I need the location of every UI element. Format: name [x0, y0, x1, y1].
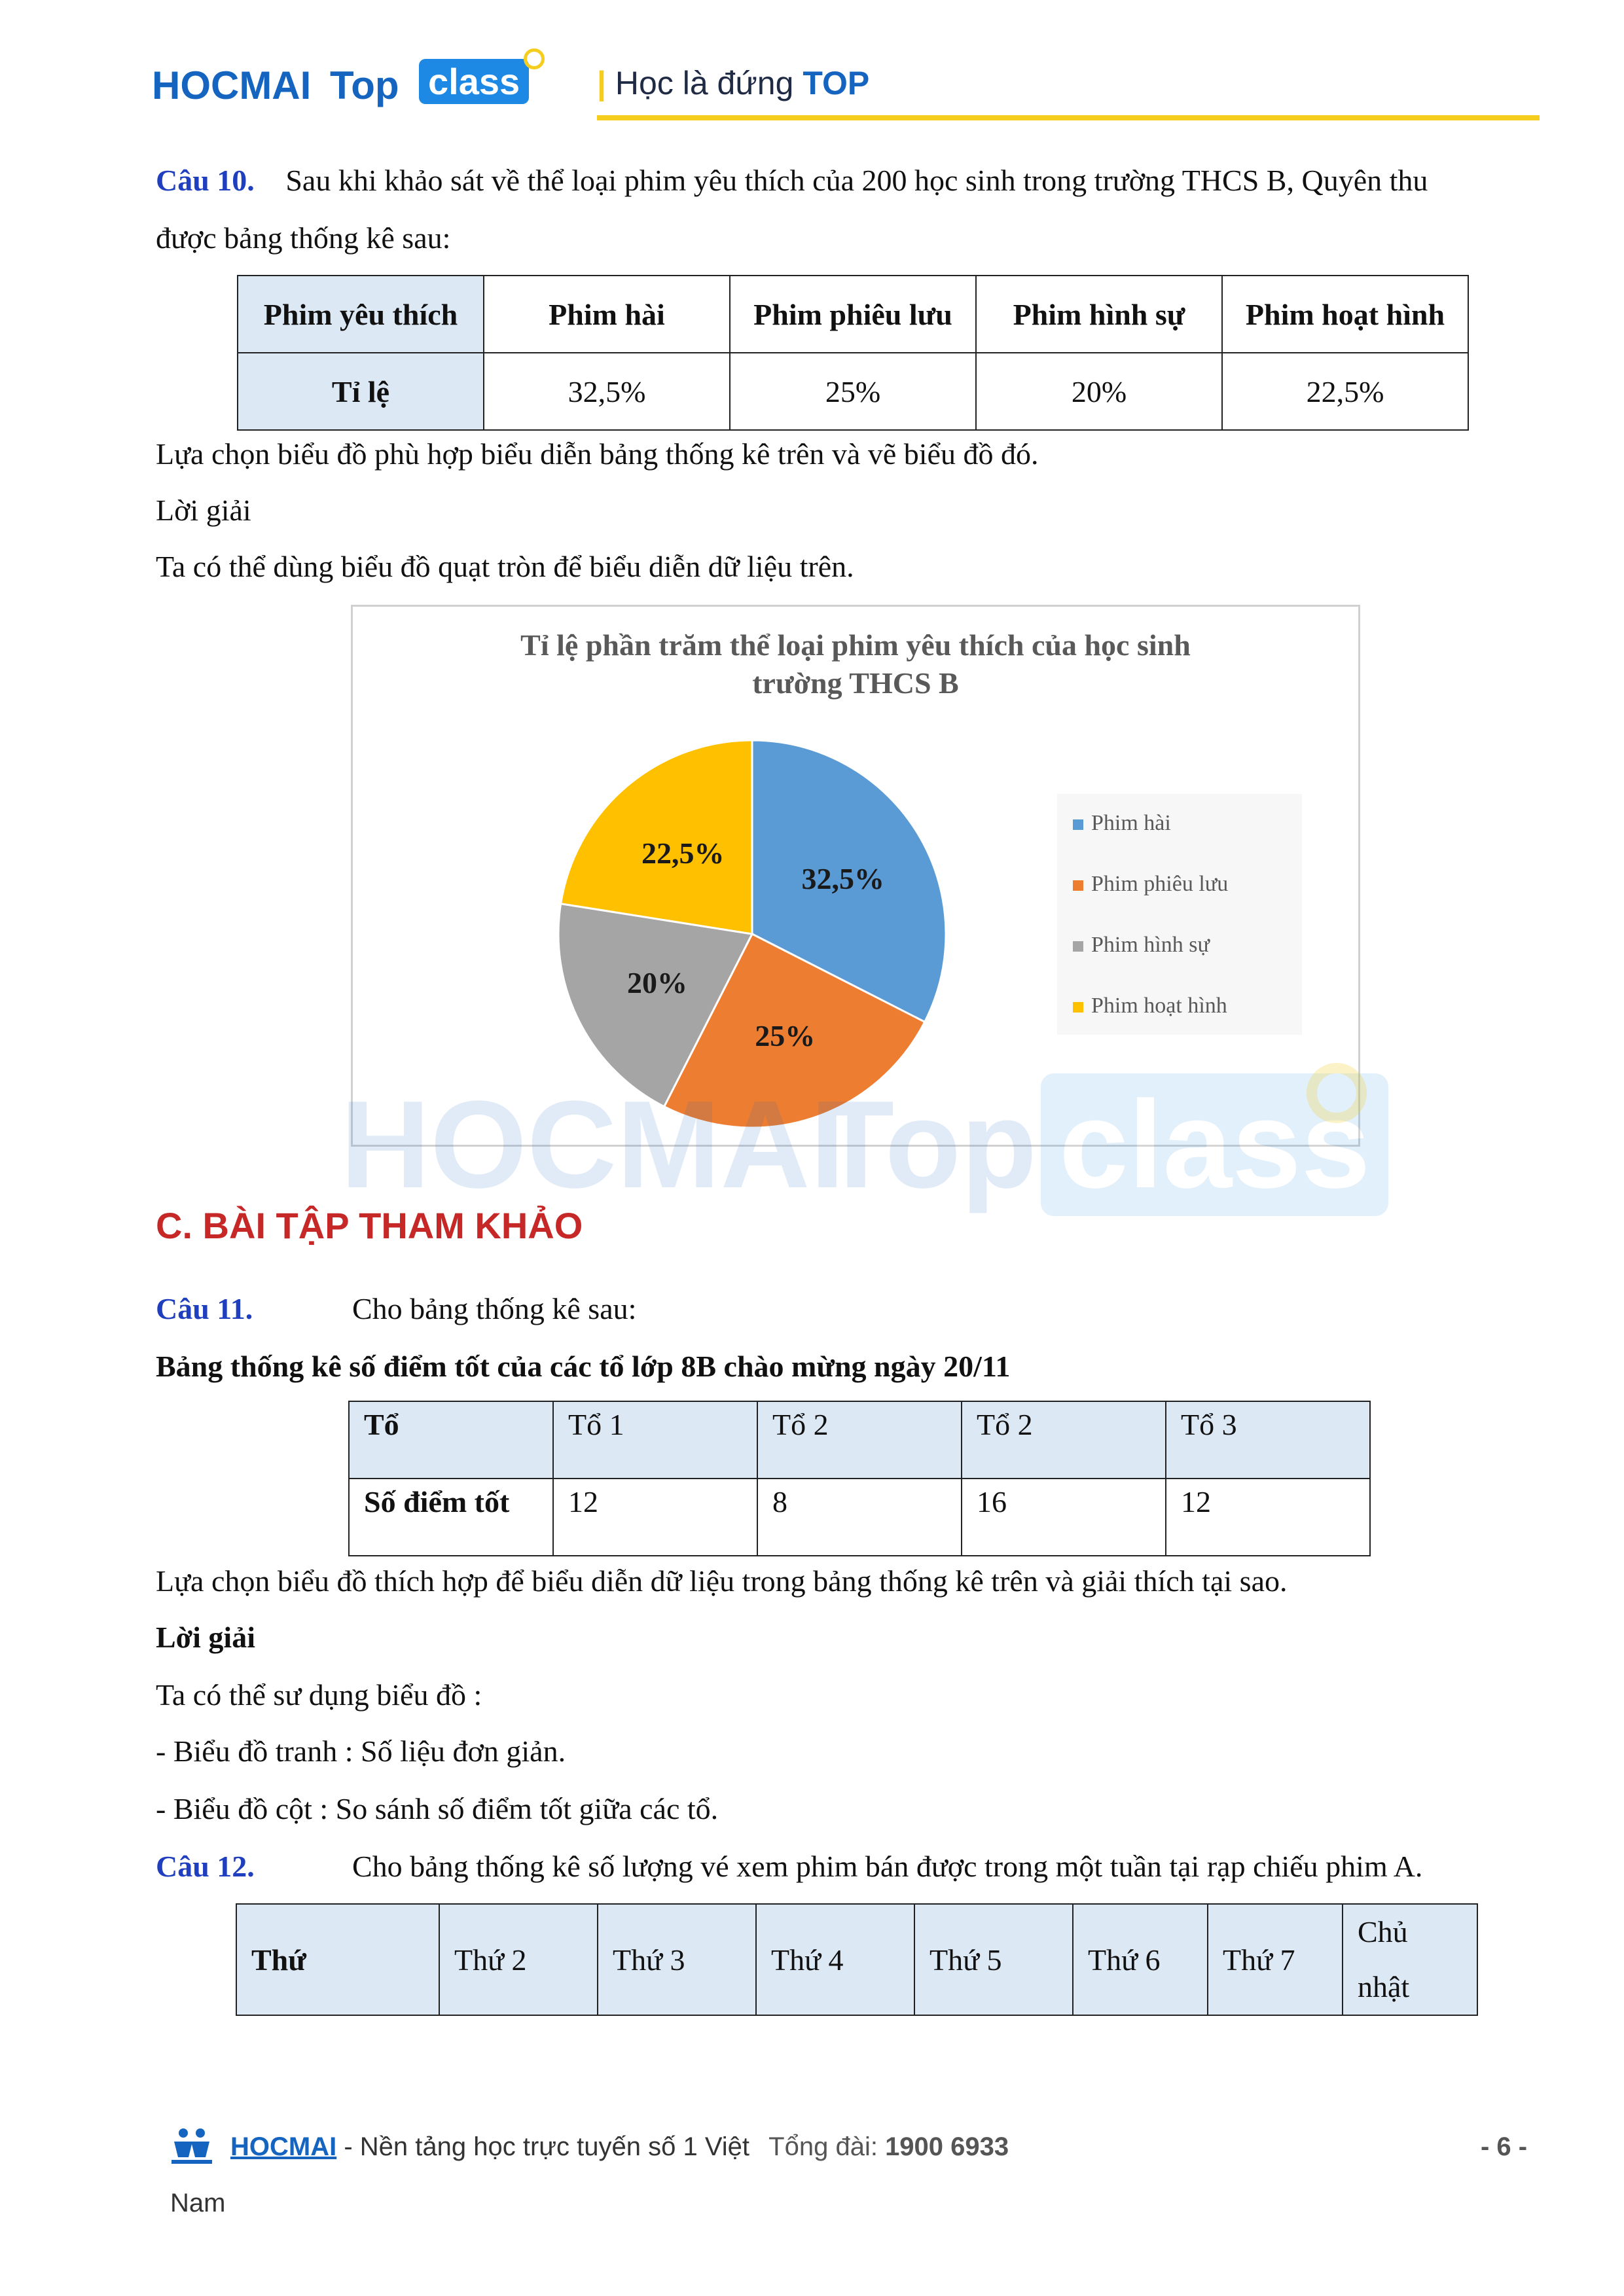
footer-country-tail: Nam [170, 2189, 226, 2217]
legend-swatch [1073, 819, 1083, 830]
q11-prompt: Lựa chọn biểu đồ thích hợp để biểu diễn dữ liệu trong bảng thống kê trên và giải thích tại sao. [156, 1564, 1288, 1598]
legend-swatch [1073, 880, 1083, 891]
q12-day-cell: Thứ 6 [1073, 1904, 1208, 2015]
hocmai-figures-icon [170, 2127, 213, 2165]
q10-prompt: Lựa chọn biểu đồ phù hợp biểu diễn bảng thống kê trên và vẽ biểu đồ đó. [156, 437, 1039, 471]
logo-hocmai: HOCMAI [152, 63, 312, 107]
q12-sunday-line1: Chủ [1358, 1915, 1408, 1948]
slogan-bar: | [597, 65, 606, 101]
legend-swatch [1073, 1002, 1083, 1013]
q10-line1 [156, 161, 1428, 200]
q10-table [237, 275, 1469, 431]
q10-answer: Ta có thể dùng biểu đồ quạt tròn để biểu diễn dữ liệu trên. [156, 550, 854, 583]
slogan-top: TOP [803, 65, 870, 101]
q12-day-cell: Thứ 4 [756, 1904, 914, 2015]
q10-label: Câu 10. [156, 164, 255, 197]
footer [0, 2121, 1624, 2251]
q11-answer-line2: - Biểu đồ cột : So sánh số điểm tốt giữa các tổ. [156, 1792, 719, 1825]
q11-header-cell: Tổ 3 [1166, 1401, 1370, 1479]
q12-label: Câu 12. [156, 1850, 255, 1883]
header [0, 0, 1624, 131]
hocmai-footer-icon [170, 2127, 213, 2165]
q12-day-cell: Thứ 2 [439, 1904, 598, 2015]
q11-value-cell: 8 [757, 1479, 962, 1556]
q11-answer-line1: - Biểu đồ tranh : Số liệu đơn giản. [156, 1734, 566, 1768]
q12-day-cell: Thứ 5 [914, 1904, 1073, 2015]
footer-brand-link[interactable]: HOCMAI [230, 2132, 337, 2161]
watermark-sun-icon [1307, 1063, 1367, 1123]
q11-text: Cho bảng thống kê sau: [352, 1292, 637, 1325]
q12-header-label: Thứ [236, 1904, 439, 2015]
q11-answer-intro: Ta có thể sư dụng biểu đồ : [156, 1678, 482, 1712]
watermark-hocmai: HOCMAI [340, 1075, 845, 1214]
legend-label: Phim hoạt hình [1091, 994, 1227, 1018]
chart-title-line1: Tỉ lệ phần trăm thể loại phim yêu thích của học sinh [520, 628, 1191, 662]
q10-header-cell: Phim phiêu lưu [730, 276, 976, 353]
q12-day-cell-sunday [1343, 1904, 1477, 2015]
watermark-class: class [1041, 1073, 1388, 1216]
q10-value-cell: 20% [976, 353, 1222, 430]
pie-data-label: 32,5% [801, 861, 885, 895]
q11-value-cell: 12 [1166, 1479, 1370, 1556]
q12-table [236, 1903, 1478, 2016]
q11-header-cell: Tổ 2 [757, 1401, 962, 1479]
q11-line [156, 1289, 637, 1329]
q11-header-label: Tổ [349, 1401, 553, 1479]
q10-row-label: Tỉ lệ [238, 353, 484, 430]
pie-data-label: 20% [626, 965, 687, 999]
q10-header-cell: Phim hài [484, 276, 730, 353]
q10-solution-label: Lời giải [156, 493, 251, 527]
legend-label: Phim hình sự [1091, 933, 1210, 957]
q11-table-title: Bảng thống kê số điểm tốt của các tổ lớp 8B chào mừng ngày 20/11 [156, 1350, 1011, 1383]
q12-day-cell: Thứ 7 [1208, 1904, 1343, 2015]
watermark-top: Top [818, 1075, 1038, 1214]
q11-value-cell: 12 [553, 1479, 757, 1556]
pie-data-label: 22,5% [641, 836, 725, 870]
legend-label: Phim phiêu lưu [1091, 872, 1229, 896]
footer-line [230, 2132, 1009, 2162]
q10-value-cell: 22,5% [1222, 353, 1468, 430]
q11-label: Câu 11. [156, 1292, 253, 1325]
q11-table [348, 1401, 1371, 1556]
legend-item [1073, 994, 1227, 1018]
q10-value-cell: 25% [730, 353, 976, 430]
q11-header-cell: Tổ 2 [962, 1401, 1166, 1479]
legend-swatch [1073, 941, 1083, 952]
pie-chart [351, 605, 1360, 1147]
q10-header-label: Phim yêu thích [238, 276, 484, 353]
sun-icon [524, 48, 545, 69]
chart-title-line2: trường THCS B [752, 666, 959, 700]
slogan-prefix: Học là đứng [615, 65, 794, 101]
q10-header-cell: Phim hình sự [976, 276, 1222, 353]
q11-row-label: Số điểm tốt [349, 1479, 553, 1556]
legend-item [1073, 872, 1228, 897]
chart-legend [1057, 794, 1302, 1035]
footer-hotline-label: Tổng đài: [768, 2132, 886, 2161]
page-number: - 6 - [1481, 2132, 1528, 2161]
logo-top: Top [330, 63, 399, 107]
legend-item [1073, 933, 1210, 958]
logo-class-badge: class [419, 59, 529, 104]
q10-text-1: Sau khi khảo sát về thể loại phim yêu thích của 200 học sinh trong trường THCS B, Quyên thu [285, 164, 1428, 197]
q10-header-cell: Phim hoạt hình [1222, 276, 1468, 353]
legend-item [1073, 811, 1171, 836]
q12-day-cell: Thứ 3 [598, 1904, 756, 2015]
legend-label: Phim hài [1091, 811, 1171, 835]
footer-tagline: - Nền tảng học trực tuyến số 1 Việt [336, 2132, 750, 2161]
q11-solution-label: Lời giải [156, 1621, 255, 1654]
q10-value-cell: 32,5% [484, 353, 730, 430]
header-rule [597, 115, 1540, 120]
q10-line2: được bảng thống kê sau: [156, 221, 451, 255]
q11-header-cell: Tổ 1 [553, 1401, 757, 1479]
section-c-title: C. BÀI TẬP THAM KHẢO [156, 1205, 583, 1246]
q12-text: Cho bảng thống kê số lượng vé xem phim bán được trong một tuần tại rạp chiếu phim A. [352, 1850, 1423, 1883]
q12-line [156, 1847, 1423, 1886]
footer-hotline: 1900 6933 [885, 2132, 1009, 2161]
q11-value-cell: 16 [962, 1479, 1166, 1556]
header-slogan [597, 64, 869, 102]
pie-data-label: 25% [755, 1018, 816, 1052]
q12-sunday-line2: nhật [1358, 1970, 1410, 2003]
